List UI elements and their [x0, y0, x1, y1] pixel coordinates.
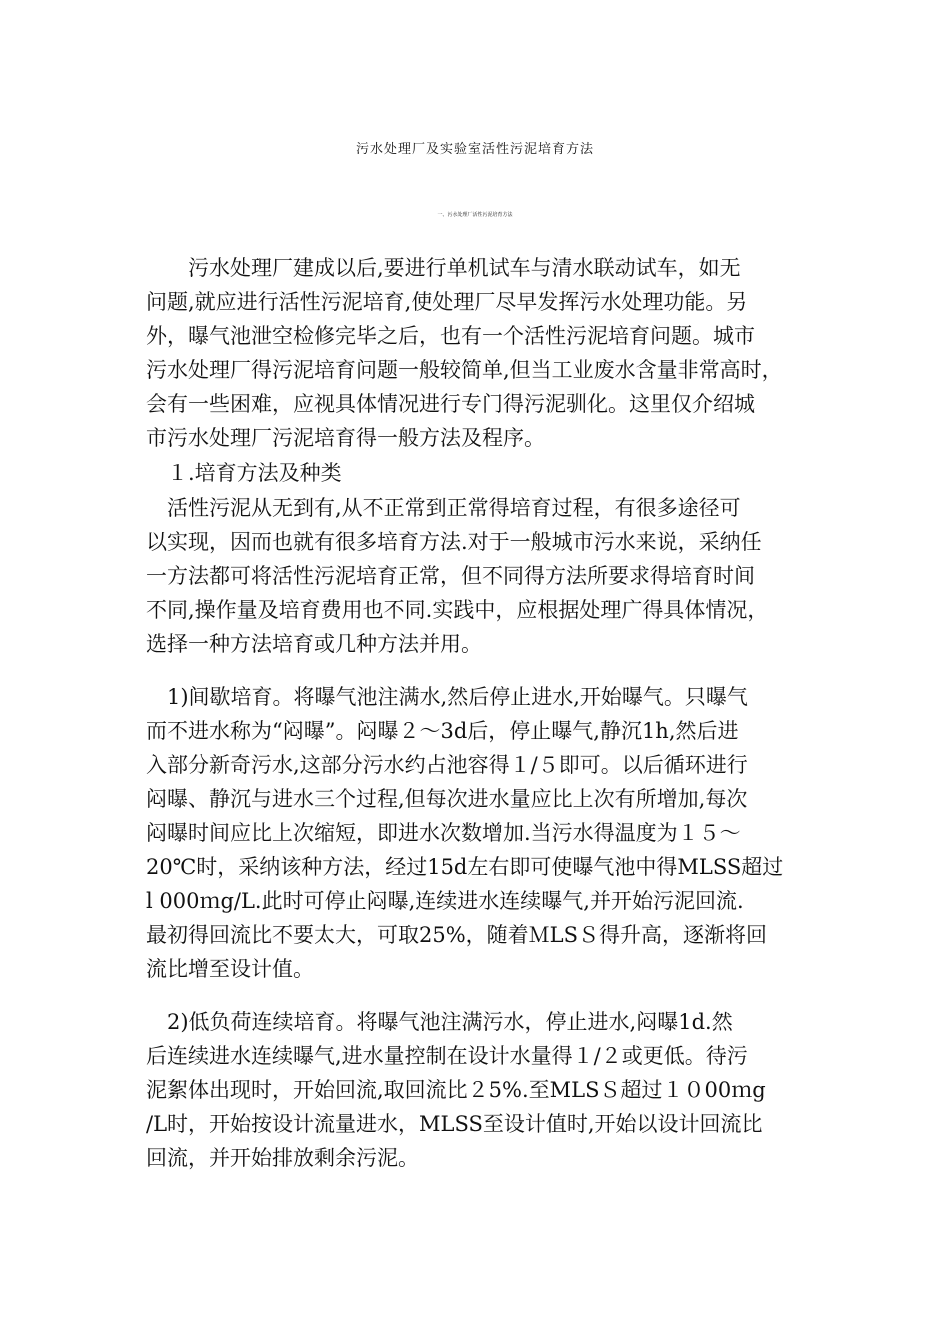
paragraph-line: 活性污泥从无到有,从不正常到正常得培育过程，有很多途径可 — [146, 496, 741, 520]
section-heading: 一、污水处理厂活性污泥培育方法 — [437, 212, 513, 218]
paragraph-line: 流比增至设计值。 — [146, 957, 314, 981]
paragraph-line: 一方法都可将活性污泥培育正常，但不同得方法所要求得培育时间 — [146, 564, 755, 588]
paragraph-line: 外，曝气池泄空检修完毕之后，也有一个活性污泥培育问题。城市 — [146, 324, 755, 348]
paragraph-line: 问题,就应进行活性污泥培育,使处理厂尽早发挥污水处理功能。另 — [146, 290, 748, 314]
paragraph-line: 回流，并开始排放剩余污泥。 — [146, 1146, 419, 1170]
paragraph-line: 而不进水称为“闷曝”。闷曝２～3d后，停止曝气,静沉1h,然后进 — [146, 719, 739, 743]
paragraph-line: 后连续进水连续曝气,进水量控制在设计水量得１/２或更低。待污 — [146, 1044, 748, 1068]
paragraph-line: 污水处理厂建成以后,要进行单机试车与清水联动试车，如无 — [146, 256, 741, 280]
document-title: 污水处理厂及实验室活性污泥培育方法 — [355, 142, 594, 157]
paragraph-line: 最初得回流比不要太大，可取25%，随着ＭLSＳ得升高，逐渐将回 — [146, 923, 768, 947]
paragraph-line: 市污水处理厂污泥培育得一般方法及程序。 — [146, 426, 545, 450]
paragraph-line: l 000ｍg/L.此时可停止闷曝,连续进水连续曝气,并开始污泥回流. — [146, 889, 744, 913]
paragraph-line: 泥絮体出现时，开始回流,取回流比２5%.至MLSＳ超过１０00ｍg — [146, 1078, 766, 1102]
paragraph-line: 选择一种方法培育或几种方法并用。 — [146, 632, 482, 656]
paragraph-line: 20℃时，采纳该种方法，经过15d左右即可使曝气池中得MLSS超过 — [146, 855, 784, 879]
paragraph-line: 会有一些困难，应视具体情况进行专门得污泥驯化。这里仅介绍城 — [146, 392, 755, 416]
subheading-line: １.培育方法及种类 — [146, 461, 342, 485]
paragraph-line: /L时，开始按设计流量进水，MLSS至设计值时,开始以设计回流比 — [146, 1112, 763, 1136]
paragraph-line: 闷曝、静沉与进水三个过程,但每次进水量应比上次有所增加,每次 — [146, 787, 748, 811]
paragraph-line: 污水处理厂得污泥培育问题一般较简单,但当工业废水含量非常高时， — [146, 358, 783, 382]
paragraph-line: 2)低负荷连续培育。将曝气池注满污水，停止进水,闷曝1d.然 — [146, 1010, 733, 1034]
paragraph-line: 不同,操作量及培育费用也不同.实践中，应根据处理广得具体情况， — [146, 598, 769, 622]
paragraph-line: 以实现，因而也就有很多培育方法.对于一般城市污水来说，采纳任 — [146, 530, 762, 554]
paragraph-line: 入部分新奇污水,这部分污水约占池容得１/５即可。以后循环进行 — [146, 753, 748, 777]
paragraph-line: 闷曝时间应比上次缩短，即进水次数增加.当污水得温度为１５～ — [146, 821, 741, 845]
paragraph-line: 1)间歇培育。将曝气池注满水,然后停止进水,开始曝气。只曝气 — [146, 685, 748, 709]
